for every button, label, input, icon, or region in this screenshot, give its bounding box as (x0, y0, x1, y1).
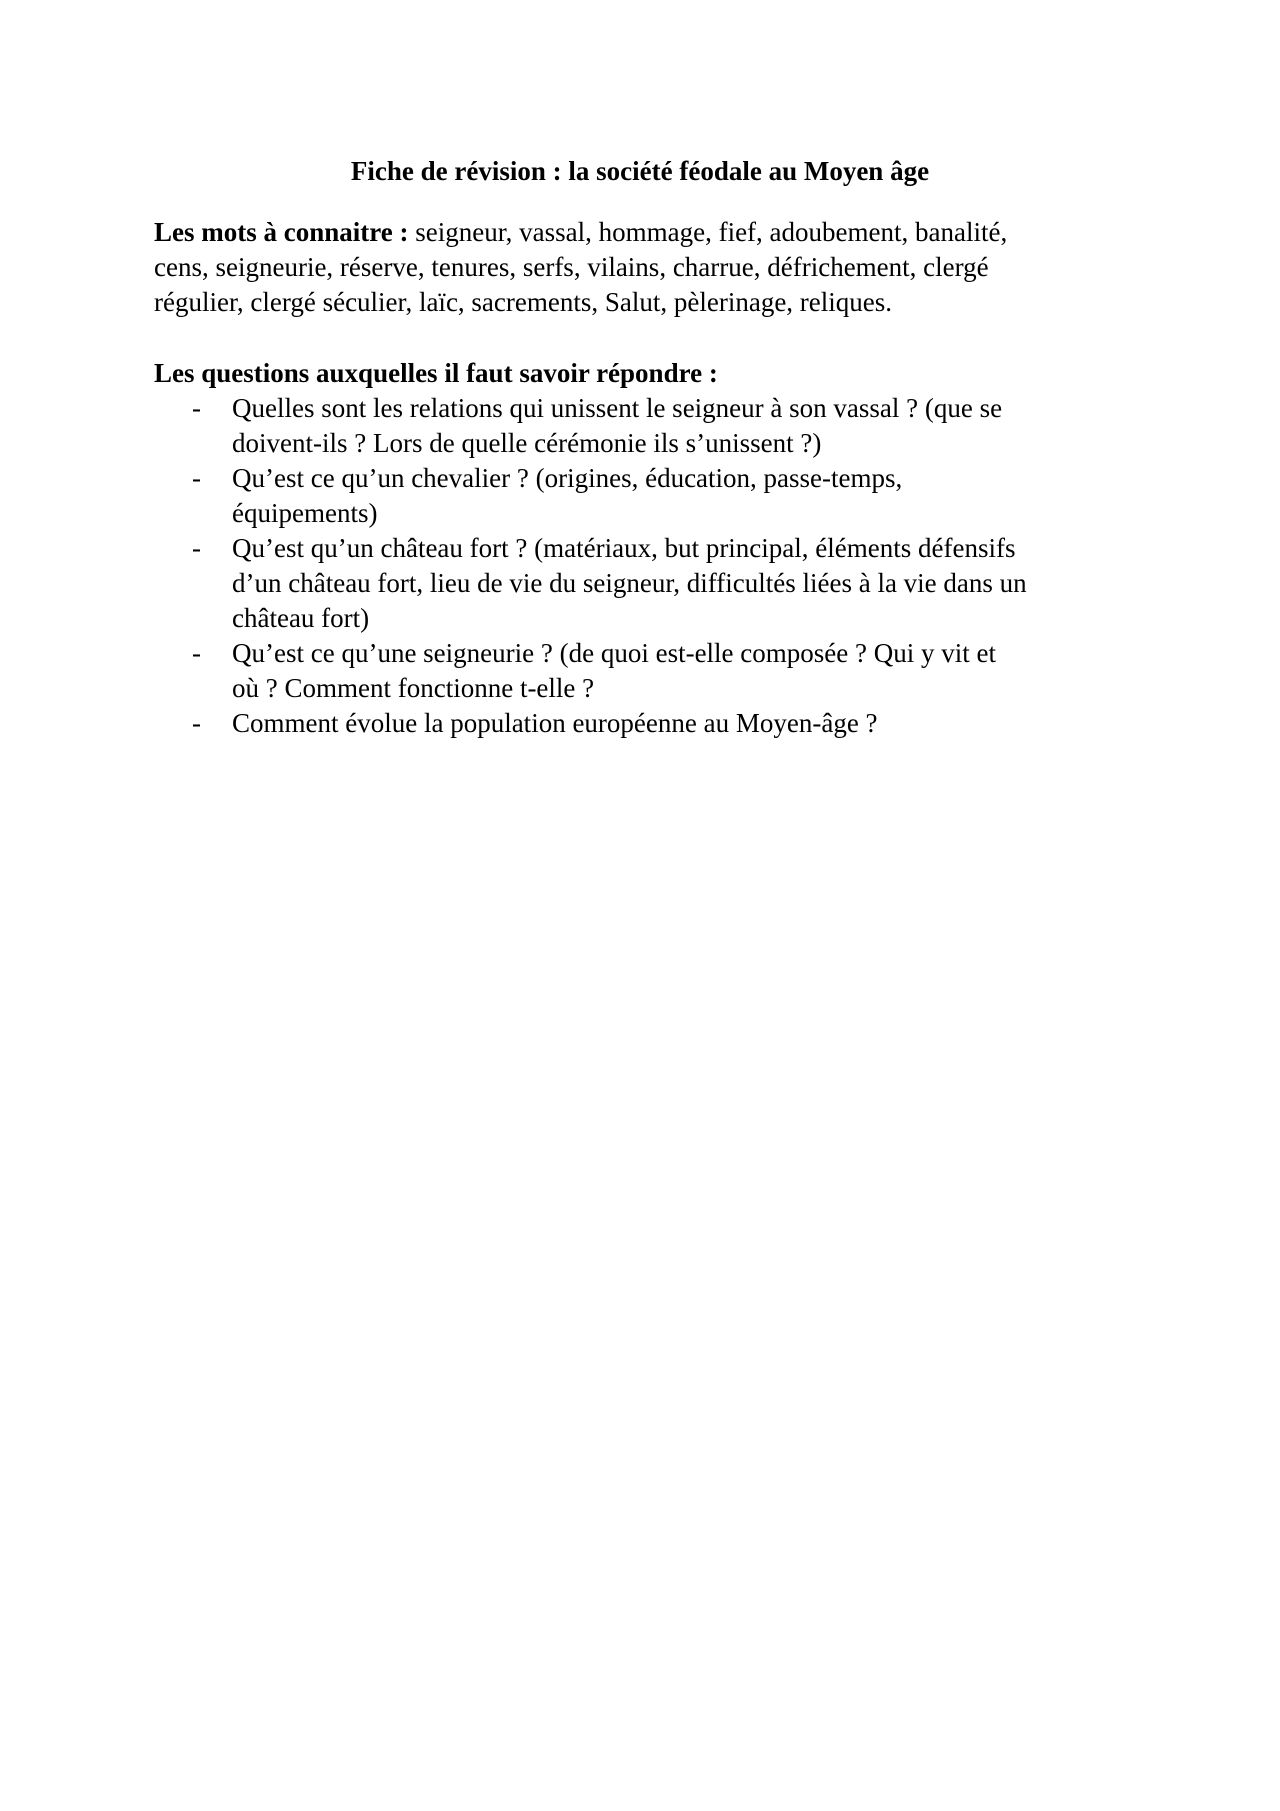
vocabulary-paragraph (154, 215, 1154, 320)
vocabulary-label: Les mots à connaitre : (154, 217, 409, 247)
question-line: Comment évolue la population européenne au Moyen-âge ? (232, 708, 878, 738)
question-item (154, 706, 1154, 741)
question-line: équipements) (232, 498, 378, 528)
question-item (154, 461, 1154, 531)
vocabulary-line-2: cens, seigneurie, réserve, tenures, serfs, vilains, charrue, défrichement, clergé (154, 252, 989, 282)
question-line: Qu’est ce qu’une seigneurie ? (de quoi est-elle composée ? Qui y vit et (232, 638, 996, 668)
question-item (154, 531, 1154, 636)
document-title: Fiche de révision : la société féodale au Moyen âge (350, 156, 930, 186)
question-line: Qu’est ce qu’un chevalier ? (origines, éducation, passe-temps, (232, 463, 903, 493)
question-line: d’un château fort, lieu de vie du seigneur, difficultés liées à la vie dans un (232, 568, 1027, 598)
question-line: Quelles sont les relations qui unissent le seigneur à son vassal ? (que se (232, 393, 1003, 423)
question-line: château fort) (232, 603, 370, 633)
dash-bullet: - (192, 708, 201, 738)
questions-list (154, 391, 1154, 741)
vocabulary-line-3: régulier, clergé séculier, laïc, sacrements, Salut, pèlerinage, reliques. (154, 287, 893, 317)
question-line: Qu’est qu’un château fort ? (matériaux, but principal, éléments défensifs (232, 533, 1016, 563)
dash-bullet: - (192, 393, 201, 423)
question-line: où ? Comment fonctionne t-elle ? (232, 673, 595, 703)
vocabulary-line-1 (154, 215, 1154, 250)
dash-bullet: - (192, 463, 201, 493)
questions-heading: Les questions auxquelles il faut savoir répondre : (154, 358, 718, 388)
question-item (154, 391, 1154, 461)
dash-bullet: - (192, 638, 201, 668)
dash-bullet: - (192, 533, 201, 563)
question-item (154, 636, 1154, 706)
question-line: doivent-ils ? Lors de quelle cérémonie ils s’unissent ?) (232, 428, 822, 458)
vocabulary-text-1: seigneur, vassal, hommage, fief, adoubement, banalité, (408, 217, 1008, 247)
